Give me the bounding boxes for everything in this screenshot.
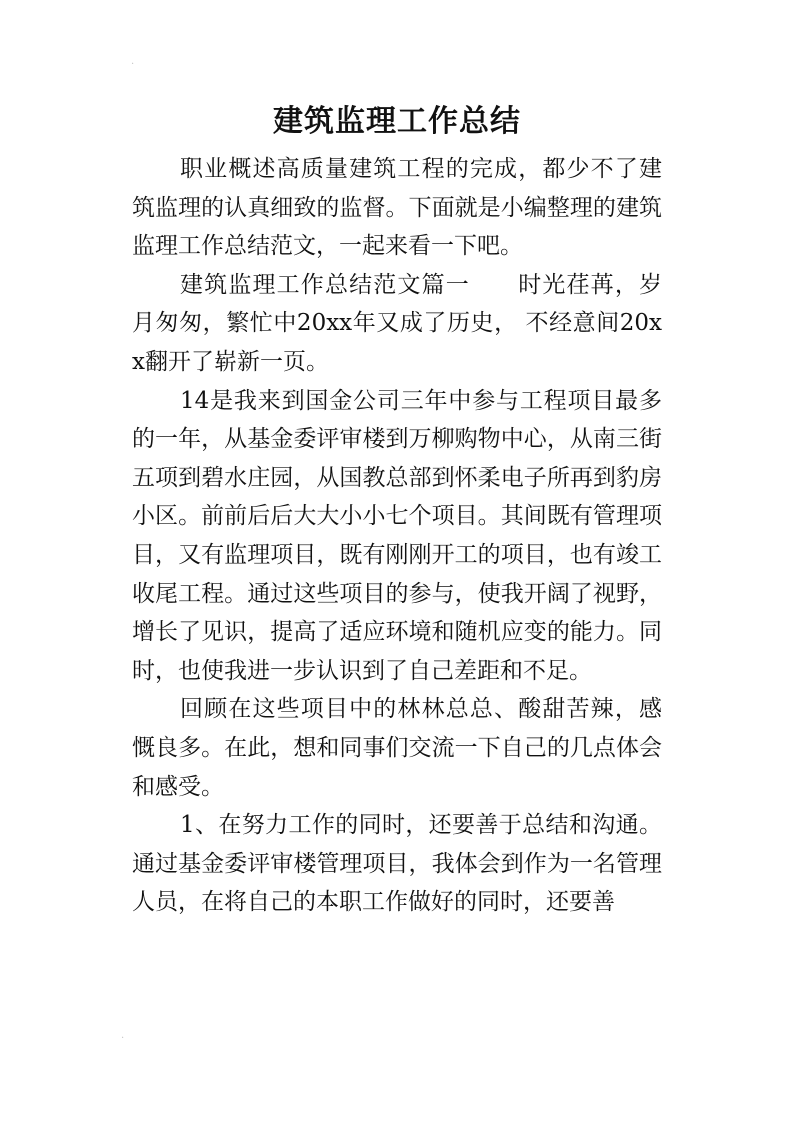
document-body	[132, 150, 662, 922]
document-title: 建筑监理工作总结	[273, 104, 521, 139]
paragraph-point-one: 1、在努力工作的同时，还要善于总结和沟通。通过基金委评审楼管理项目，我体会到作为一名管理人员，在将自己的本职工作做好的同时，还要善	[132, 812, 662, 916]
paragraph-review: 回顾在这些项目中的林林总总、酸甜苦辣，感慨良多。在此，想和同事们交流一下自己的几点体会和感受。	[132, 696, 662, 800]
paragraph-projects: 14是我来到国金公司三年中参与工程项目最多的一年，从基金委评审楼到万柳购物中心，从南三街五项到碧水庄园，从国教总部到怀柔电子所再到豹房小区。前前后后大大小小七个项目。其间既有管理项目，又有监理项目，既有刚刚开工的项目，也有竣工收尾工程。通过这些项目的参与，使我开阔了视野，增长了见识，提高了适应环境和随机应变的能力。同时，也使我进一步认识到了自己差距和不足。	[132, 387, 662, 684]
scan-speck-mark: ·	[121, 1033, 125, 1044]
paragraph-sample-one: 建筑监理工作总结范文篇一 时光荏苒，岁月匆匆，繁忙中20xx年又成了历史， 不经意间20xx翻开了崭新一页。	[132, 271, 662, 375]
paragraph-intro: 职业概述高质量建筑工程的完成，都少不了建筑监理的认真细致的监督。下面就是小编整理的建筑监理工作总结范文，一起来看一下吧。	[132, 156, 662, 260]
scan-speck-mark: ·	[131, 59, 135, 70]
